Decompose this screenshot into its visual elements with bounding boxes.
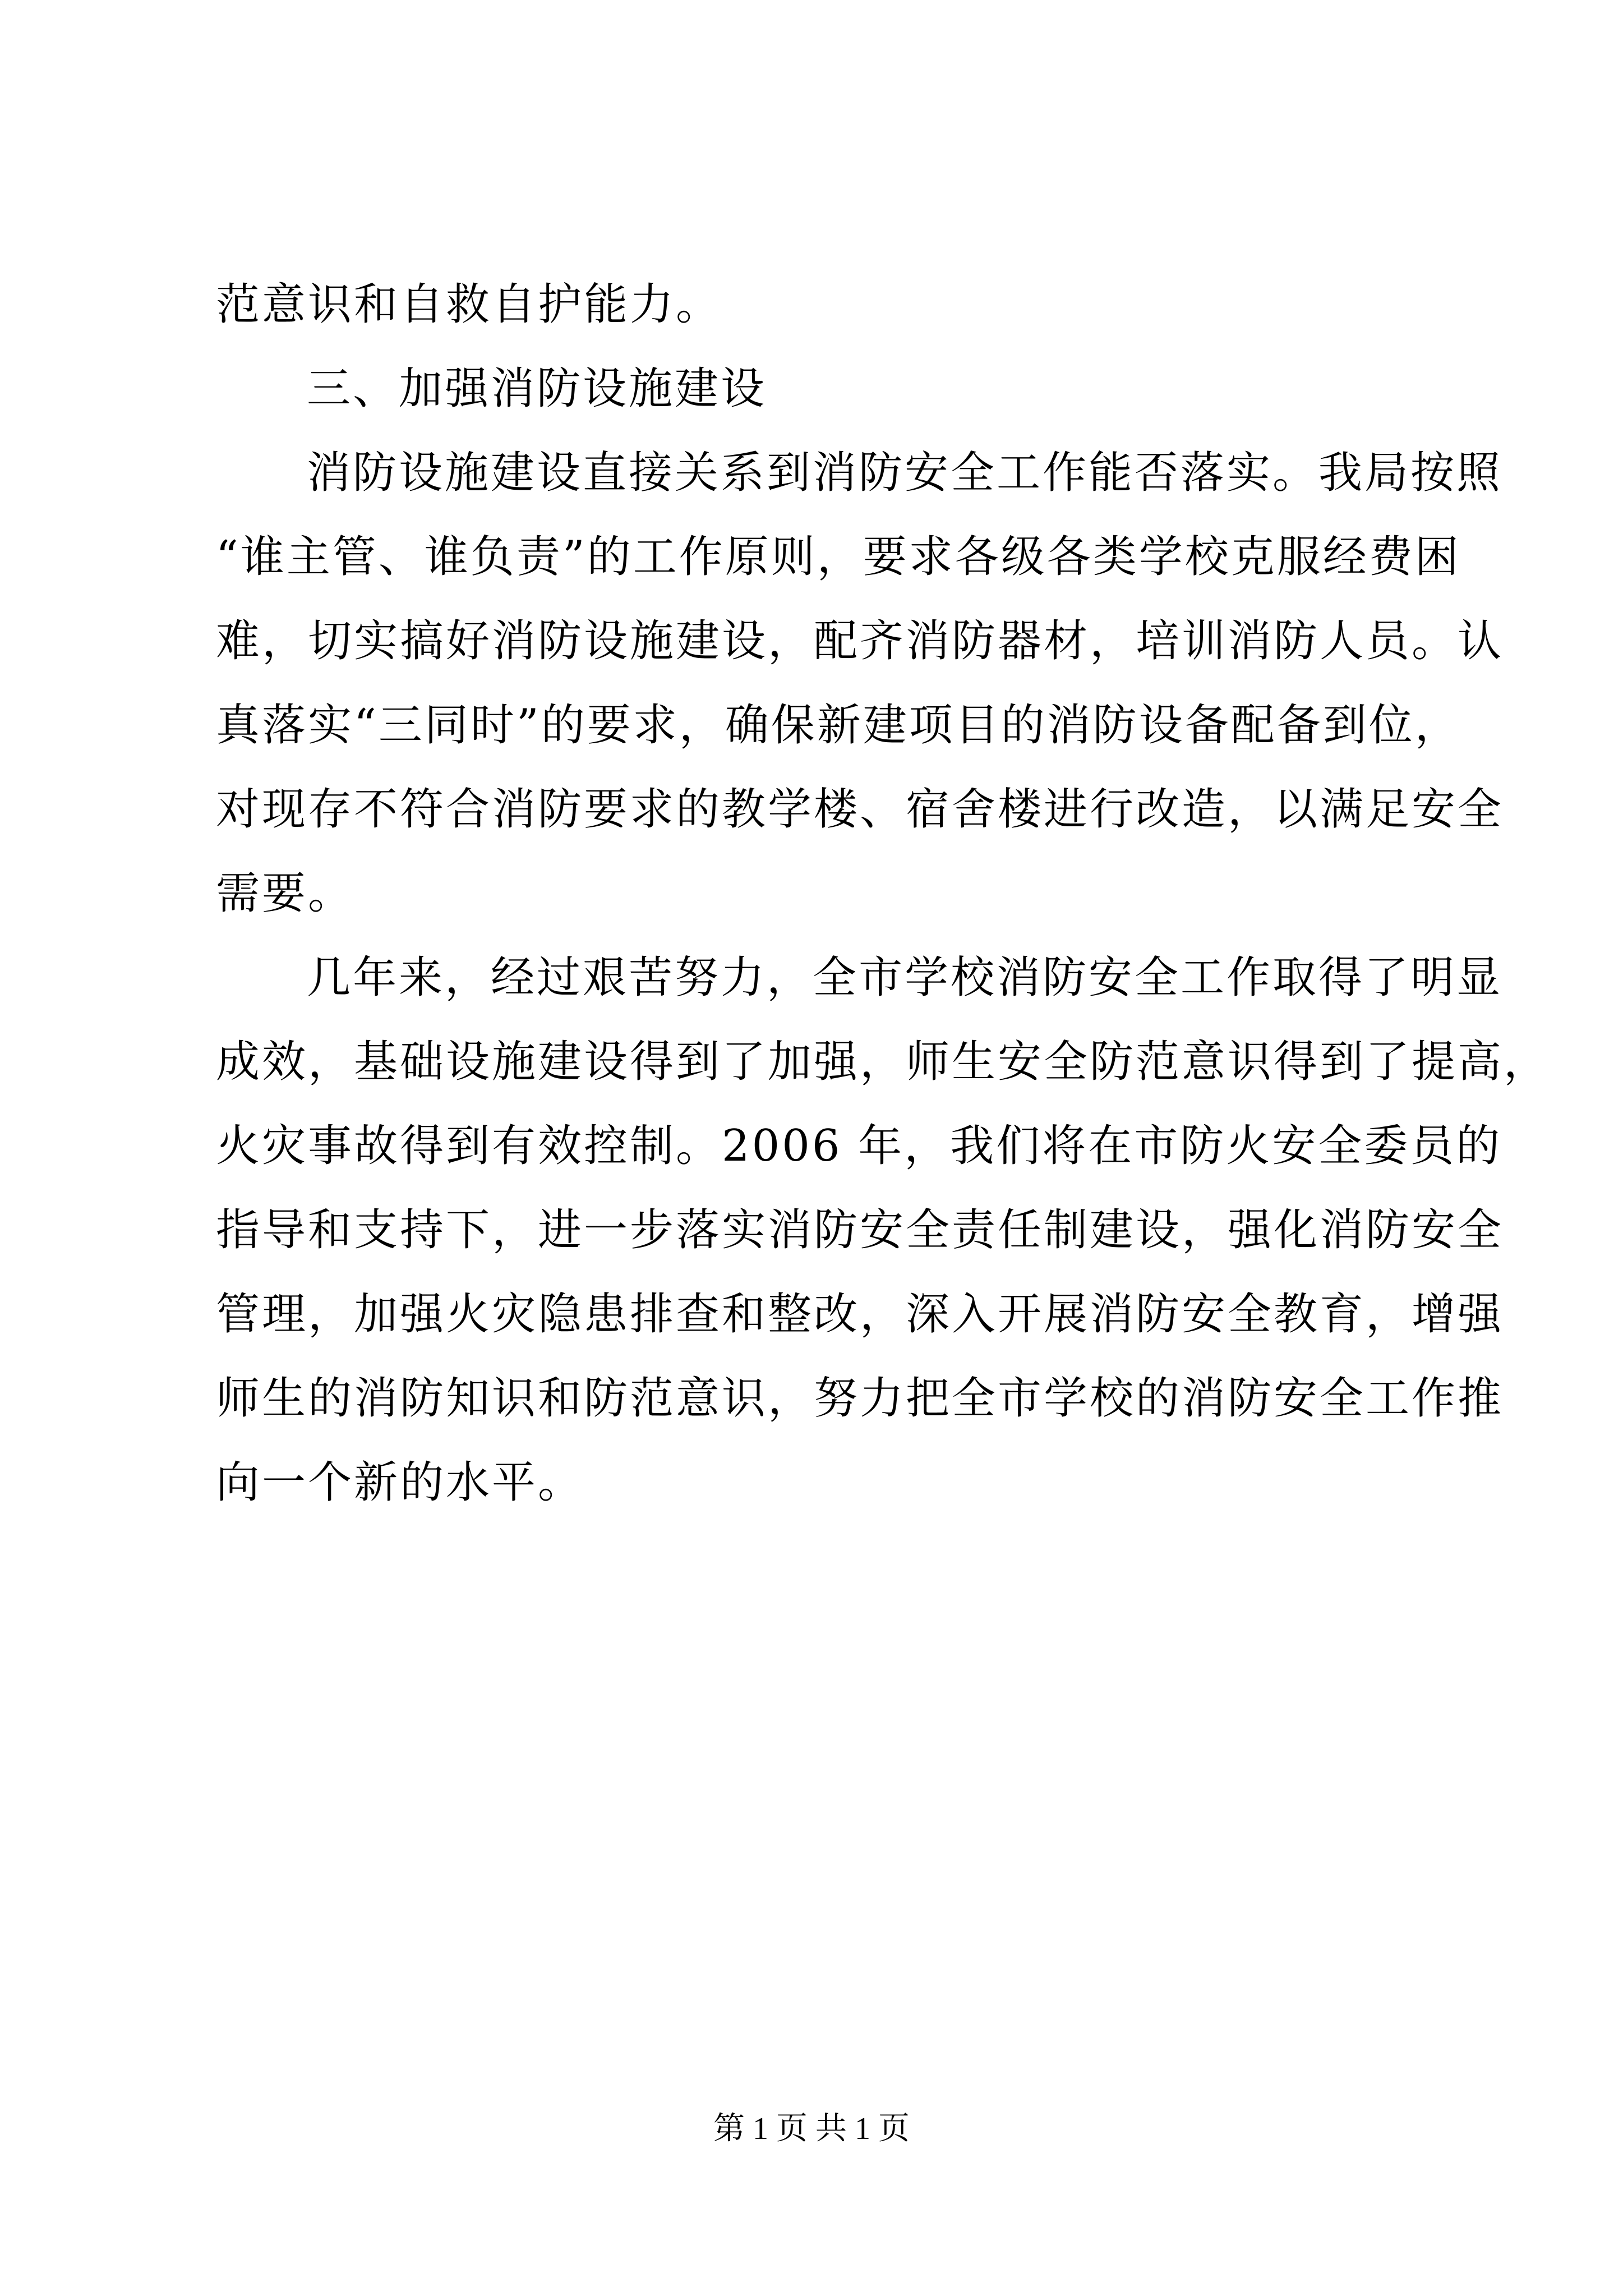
- text-line: 成效，基础设施建设得到了加强，师生安全防范意识得到了提高，: [216, 1037, 1550, 1087]
- page-footer: 第 1 页 共 1 页: [713, 2111, 910, 2146]
- text-line: 师生的消防知识和防范意识，努力把全市学校的消防安全工作推: [216, 1373, 1504, 1424]
- text-line: 难，切实搞好消防设施建设，配齐消防器材，培训消防人员。认: [216, 616, 1504, 666]
- text-line: 真落实“三同时”的要求，确保新建项目的消防设备配备到位，: [216, 700, 1461, 751]
- text-line: 火灾事故得到有效控制。2006 年，我们将在市防火安全委员的: [216, 1121, 1502, 1171]
- text-line: 消防设施建设直接关系到消防安全工作能否落实。我局按照: [307, 448, 1503, 498]
- section-heading: 三、加强消防设施建设: [307, 364, 767, 414]
- text-line: 需要。: [216, 868, 354, 919]
- text-line: 向一个新的水平。: [216, 1457, 584, 1508]
- text-line: 管理，加强火灾隐患排查和整改，深入开展消防安全教育，增强: [216, 1289, 1504, 1340]
- text-line: 对现存不符合消防要求的教学楼、宿舍楼进行改造，以满足安全: [216, 784, 1504, 835]
- text-line: 范意识和自救自护能力。: [216, 279, 722, 330]
- text-line: 几年来，经过艰苦努力，全市学校消防安全工作取得了明显: [307, 953, 1503, 1003]
- text-line: “谁主管、谁负责”的工作原则，要求各级各类学校克服经费困: [216, 532, 1461, 582]
- text-line: 指导和支持下，进一步落实消防安全责任制建设，强化消防安全: [216, 1205, 1504, 1255]
